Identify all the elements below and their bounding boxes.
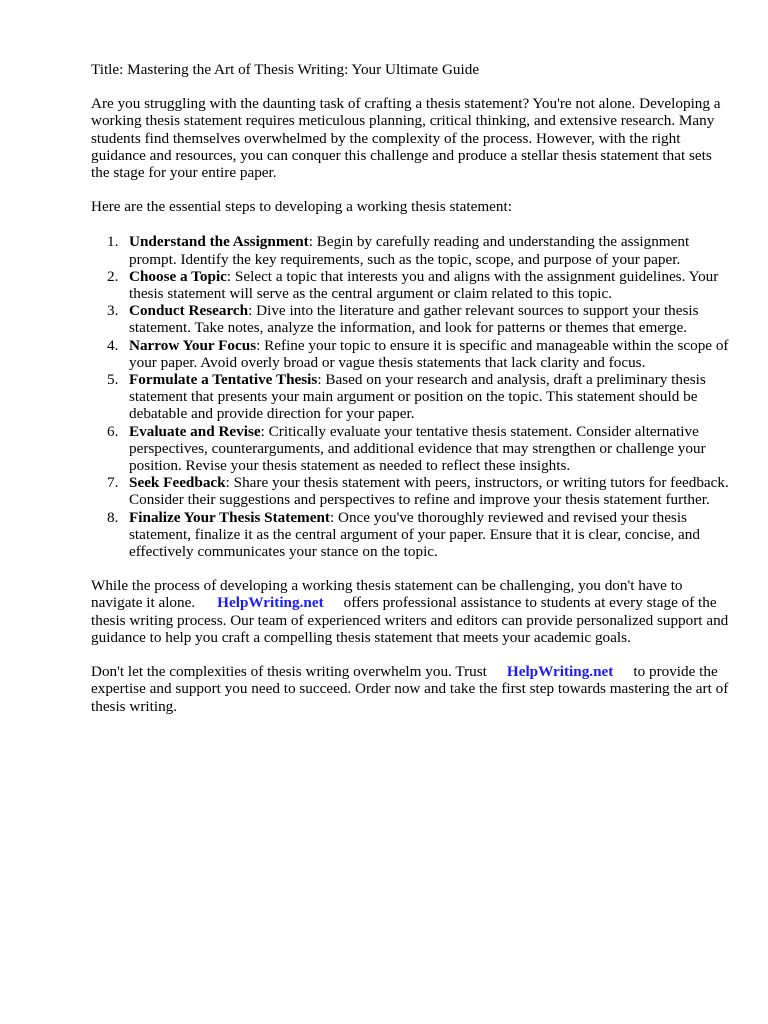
step-term: Narrow Your Focus <box>129 336 257 354</box>
closing-1-before: While the process of developing a working thesis statement can be challenging, you don't have to navigate it alone. <box>91 577 683 612</box>
step-term: Conduct Research <box>129 302 249 320</box>
closing-1-after: offers professional assistance to students at every stage of the thesis writing process. Our team of experienced writers and editors can provide personalized support and guidance to help you craft a compelling thesis statement that meets your academic goals. <box>91 594 729 646</box>
step-text: : Based on your research and analysis, draft a preliminary thesis statement that presents your main argument or position on the topic. This statement should be debatable and provide direction for your paper. <box>129 371 706 423</box>
list-item <box>91 268 731 302</box>
step-number: 3. <box>107 302 119 320</box>
list-item <box>91 233 731 267</box>
step-text: : Refine your topic to ensure it is specific and manageable within the scope of your paper. Avoid overly broad or vague thesis statements that lack clarity and focus. <box>129 336 729 371</box>
closing-2-before: Don't let the complexities of thesis writing overwhelm you. Trust <box>91 663 487 681</box>
closing-2-after: to provide the expertise and support you need to succeed. Order now and take the first step towards mastering the art of thesis writing. <box>91 663 729 715</box>
steps-intro: Here are the essential steps to developing a working thesis statement: <box>91 198 512 216</box>
step-term: Finalize Your Thesis Statement <box>129 508 330 526</box>
list-item <box>91 371 731 423</box>
list-item <box>91 337 731 371</box>
step-term: Choose a Topic <box>129 267 227 285</box>
step-text: : Share your thesis statement with peers, instructors, or writing tutors for feedback. Consider their suggestions and perspectives to refine and improve your thesis statement further. <box>129 474 729 509</box>
document-page <box>91 61 731 732</box>
step-number: 2. <box>107 267 119 285</box>
step-term: Evaluate and Revise <box>129 422 261 440</box>
step-number: 8. <box>107 508 119 526</box>
steps-list <box>91 233 731 560</box>
step-term: Formulate a Tentative Thesis <box>129 371 318 389</box>
step-term: Understand the Assignment <box>129 233 309 251</box>
closing-paragraph-2 <box>91 663 731 715</box>
step-text: : Select a topic that interests you and aligns with the assignment guidelines. Your thesis statement will serve as the central argument or claim related to this topic. <box>129 267 719 303</box>
helpwriting-link[interactable]: HelpWriting.net <box>506 663 614 681</box>
step-number: 7. <box>107 474 119 492</box>
step-number: 6. <box>107 422 119 440</box>
step-text: : Once you've thoroughly reviewed and revised your thesis statement, finalize it as the central argument of your paper. Ensure that it is clear, concise, and effectively communicates your stance on the topic. <box>129 508 700 561</box>
closing-paragraph-1 <box>91 577 731 646</box>
document-title: Title: Mastering the Art of Thesis Writing: Your Ultimate Guide <box>91 61 480 78</box>
list-item <box>91 302 731 336</box>
list-item <box>91 509 731 561</box>
helpwriting-link[interactable]: HelpWriting.net <box>217 594 324 612</box>
list-item <box>91 474 731 508</box>
step-term: Seek Feedback <box>129 474 226 492</box>
list-item <box>91 423 731 475</box>
step-text: : Begin by carefully reading and understanding the assignment prompt. Identify the key requirements, such as the topic, scope, and purpose of your paper. <box>129 233 690 268</box>
step-number: 4. <box>107 336 119 354</box>
step-text: : Critically evaluate your tentative thesis statement. Consider alternative perspectives, counterarguments, and additional evidence that may strengthen or challenge your position. Revise your thesis statement as needed to reflect these insights. <box>129 422 706 475</box>
step-number: 1. <box>107 233 119 251</box>
step-number: 5. <box>107 371 119 389</box>
intro-paragraph: Are you struggling with the daunting task of crafting a thesis statement? You're not alone. Developing a working thesis statement requires meticulous planning, critical thinking, and extensive research. Many students find themselves overwhelmed by the complexity of the process. However, with the right guidance and resources, you can conquer this challenge and produce a stellar thesis statement that sets the stage for your entire paper. <box>91 95 721 182</box>
step-text: : Dive into the literature and gather relevant sources to support your thesis statement. Take notes, analyze the information, and look for patterns or themes that emerge. <box>129 302 699 337</box>
